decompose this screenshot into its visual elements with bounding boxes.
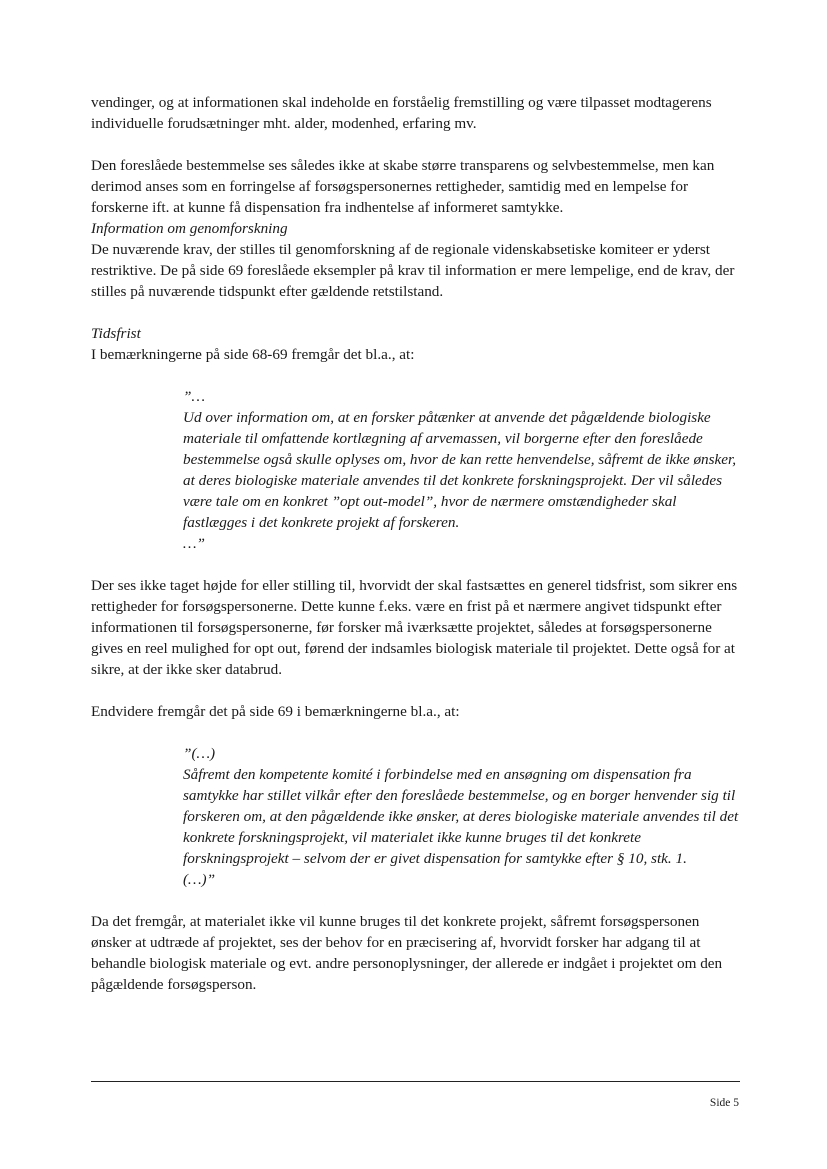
quote-1-body: Ud over information om, at en forsker påtænker at anvende det pågældende biologiske materiale til omfattende kortlægning af arvemassen, vil borgerne efter den foreslåede bestemmelse også skulle oplyses om, hvor de kan rette henvendelse, såfremt de ikke ønsker, at deres biologiske materiale anvendes til det konkrete forskningsprojekt. Der vil således være tale om en konkret ”opt out-model”, hvor de nærmere omstændigheder skal fastlægges i det konkrete projekt af forskeren. [183, 409, 737, 531]
quote-2-open: ”(…) [183, 745, 216, 762]
heading-genomforskning: Information om genomforskning [91, 220, 288, 237]
quote-1-close: …” [183, 535, 205, 552]
spacer [91, 890, 741, 911]
page-number: Side 5 [709, 1097, 739, 1109]
spacer [91, 134, 741, 155]
heading-tidsfrist: Tidsfrist [91, 325, 141, 342]
paragraph-5: Der ses ikke taget højde for eller stilling til, hvorvidt der skal fastsættes en generel tidsfrist, som sikrer ens rettigheder for forsøgspersonerne. Dette kunne f.eks. være en frist på et nærmere angivet tidspunkt efter informationen til forsøgspersonerne, før forsker må iværksætte projektet, således at forsøgspersonerne gives en reel mulighed for opt out, førend der indsamles biologisk materiale til projektet. Dette også for at sikre, at der ikke sker databrud. [91, 577, 738, 678]
spacer [91, 365, 741, 386]
paragraph-6: Endvidere fremgår det på side 69 i bemærkningerne bl.a., at: [91, 703, 460, 720]
paragraph-1: vendinger, og at informationen skal indeholde en forståelig fremstilling og være tilpasset modtagerens individuelle forudsætninger mht. alder, modenhed, erfaring mv. [91, 94, 712, 132]
spacer [91, 680, 741, 701]
quote-2-close: (…)” [183, 871, 216, 888]
block-quote-2 [183, 743, 743, 890]
paragraph-3: De nuværende krav, der stilles til genomforskning af de regionale videnskabsetiske komiteer er yderst restriktive. De på side 69 foreslåede eksempler på krav til information er mere lempelige, end de krav, der stilles på nuværende tidspunkt efter gældende retstilstand. [91, 241, 735, 300]
spacer [91, 302, 741, 323]
document-page [91, 92, 741, 995]
paragraph-7: Da det fremgår, at materialet ikke vil kunne bruges til det konkrete projekt, såfremt forsøgspersonen ønsker at udtræde af projektet, ses der behov for en præcisering af, hvorvidt forsker har adgang til at behandle biologisk materiale og evt. andre personoplysninger, der allerede er indgået i projektet om den pågældende forsøgsperson. [91, 913, 723, 993]
quote-2-body: Såfremt den kompetente komité i forbindelse med en ansøgning om dispensation fra samtykke har stillet vilkår efter den foreslåede bestemmelse, og en borger henvender sig til forskeren om, at den pågældende ikke ønsker, at deres biologiske materiale anvendes til det konkrete forskningsprojekt, vil materialet ikke kunne bruges til det konkrete forskningsprojekt – selvom der er givet dispensation for samtykke efter § 10, stk. 1. [183, 766, 739, 867]
block-quote-1 [183, 386, 743, 554]
footer-divider [91, 1081, 740, 1082]
spacer [91, 722, 741, 743]
spacer [91, 554, 741, 575]
quote-1-open: ”… [183, 388, 205, 405]
paragraph-2: Den foreslåede bestemmelse ses således ikke at skabe større transparens og selvbestemmelse, men kan derimod anses som en forringelse af forsøgspersonernes rettigheder, samtidig med en lempelse for forskerne ift. at kunne få dispensation fra indhentelse af informeret samtykke. [91, 157, 715, 216]
paragraph-4: I bemærkningerne på side 68-69 fremgår det bl.a., at: [91, 346, 415, 363]
